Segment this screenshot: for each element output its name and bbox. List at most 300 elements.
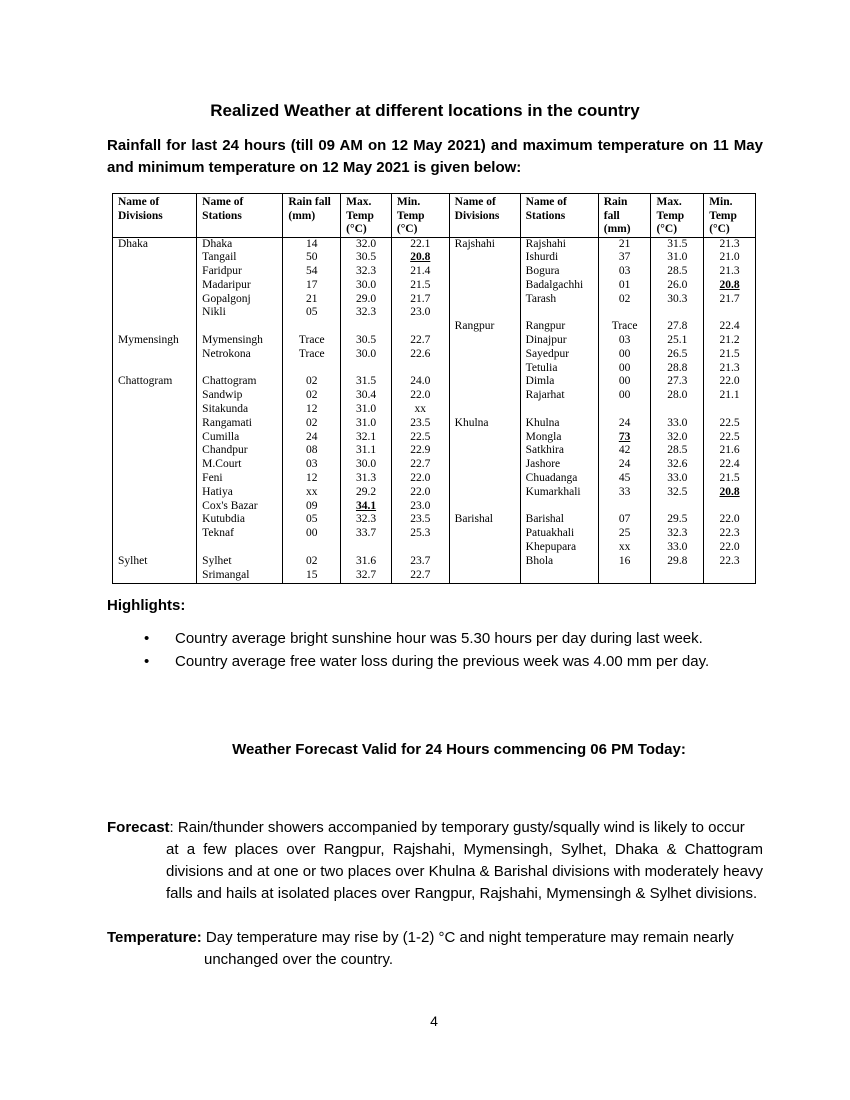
- table-row: [113, 513, 756, 527]
- table-cell: 31.1: [341, 444, 392, 458]
- table-cell: 21.3: [704, 362, 756, 376]
- table-cell: [113, 500, 197, 514]
- table-cell: [704, 403, 756, 417]
- table-cell: [449, 527, 520, 541]
- table-cell: Mymensingh: [113, 334, 197, 348]
- table-cell: Rangpur: [449, 320, 520, 334]
- forecast-text-rest: at a few places over Rangpur, Rajshahi, Mymensingh, Sylhet, Dhaka & Chattogram divisions and at one or two places over Khulna & Barishal divisions with moderately heavy falls and hails at isolated places over Rangpur, Rajshahi, Mymensingh & Sylhet divisions.: [166, 841, 763, 902]
- table-cell: [197, 541, 283, 555]
- column-header: Min. Temp (°C): [704, 194, 756, 238]
- table-cell: [113, 389, 197, 403]
- table-cell: [651, 403, 704, 417]
- table-cell: 22.5: [704, 417, 756, 431]
- table-cell: Rangpur: [520, 320, 598, 334]
- table-cell: 22.0: [704, 375, 756, 389]
- table-cell: Tangail: [197, 251, 283, 265]
- table-cell: 22.0: [704, 513, 756, 527]
- table-cell: [283, 541, 341, 555]
- table-cell: 28.5: [651, 265, 704, 279]
- table-row: [113, 237, 756, 251]
- table-cell: 73: [598, 431, 651, 445]
- table-cell: xx: [598, 541, 651, 555]
- table-row: [113, 444, 756, 458]
- table-cell: Trace: [283, 348, 341, 362]
- table-row: [113, 375, 756, 389]
- table-cell: 32.7: [341, 569, 392, 584]
- table-cell: 21.5: [391, 279, 449, 293]
- table-cell: 21.4: [391, 265, 449, 279]
- table-cell: 14: [283, 237, 341, 251]
- table-cell: [449, 306, 520, 320]
- table-cell: 32.0: [651, 431, 704, 445]
- highlight-item: • Country average bright sunshine hour was 5.30 hours per day during last week.: [140, 627, 709, 650]
- table-cell: [598, 403, 651, 417]
- table-cell: 31.5: [651, 237, 704, 251]
- table-row: [113, 403, 756, 417]
- table-cell: [113, 362, 197, 376]
- table-cell: 23.0: [391, 306, 449, 320]
- table-cell: [113, 320, 197, 334]
- table-cell: Barishal: [449, 513, 520, 527]
- table-cell: 03: [598, 334, 651, 348]
- table-cell: 37: [598, 251, 651, 265]
- table-cell: 16: [598, 555, 651, 569]
- table-cell: Ishurdi: [520, 251, 598, 265]
- table-row: [113, 293, 756, 307]
- table-row: [113, 527, 756, 541]
- table-cell: [449, 362, 520, 376]
- table-cell: Dinajpur: [520, 334, 598, 348]
- table-cell: 22.1: [391, 237, 449, 251]
- table-cell: Barishal: [520, 513, 598, 527]
- table-cell: Feni: [197, 472, 283, 486]
- table-cell: Sitakunda: [197, 403, 283, 417]
- table-cell: [449, 375, 520, 389]
- table-cell: Dhaka: [197, 237, 283, 251]
- table-cell: 27.8: [651, 320, 704, 334]
- table-cell: 17: [283, 279, 341, 293]
- highlights-heading: Highlights:: [107, 597, 186, 614]
- table-cell: 12: [283, 472, 341, 486]
- table-cell: 33.0: [651, 417, 704, 431]
- table-cell: 20.8: [704, 279, 756, 293]
- table-cell: 31.0: [341, 403, 392, 417]
- table-cell: 03: [598, 265, 651, 279]
- table-cell: [113, 279, 197, 293]
- table-cell: [113, 569, 197, 584]
- forecast-text-first: : Rain/thunder showers accompanied by temporary gusty/squally wind is likely to occur: [169, 819, 745, 836]
- table-cell: 03: [283, 458, 341, 472]
- table-cell: [520, 403, 598, 417]
- table-cell: [651, 569, 704, 584]
- table-cell: 02: [283, 555, 341, 569]
- table-cell: [113, 251, 197, 265]
- table-cell: 12: [283, 403, 341, 417]
- table-cell: [113, 306, 197, 320]
- table-cell: 21: [283, 293, 341, 307]
- temperature-paragraph: [107, 927, 763, 971]
- table-cell: Madaripur: [197, 279, 283, 293]
- table-cell: Khulna: [520, 417, 598, 431]
- column-header: Name of Stations: [520, 194, 598, 238]
- table-row: [113, 486, 756, 500]
- page-number: 4: [430, 1013, 438, 1029]
- table-cell: [449, 389, 520, 403]
- table-cell: [704, 306, 756, 320]
- table-cell: [113, 472, 197, 486]
- table-cell: Sylhet: [197, 555, 283, 569]
- table-cell: 23.0: [391, 500, 449, 514]
- table-cell: 30.5: [341, 334, 392, 348]
- table-cell: 29.2: [341, 486, 392, 500]
- table-cell: 02: [283, 389, 341, 403]
- temperature-text-rest: unchanged over the country.: [204, 951, 394, 968]
- table-cell: 32.3: [341, 306, 392, 320]
- table-cell: 28.0: [651, 389, 704, 403]
- table-cell: [449, 334, 520, 348]
- table-cell: 22.0: [391, 389, 449, 403]
- intro-paragraph: Rainfall for last 24 hours (till 09 AM on 12 May 2021) and maximum temperature on 11 May and minimum temperature on 12 May 2021 is given below:: [107, 137, 763, 176]
- table-cell: Kumarkhali: [520, 486, 598, 500]
- temperature-label: Temperature:: [107, 929, 202, 946]
- table-cell: 21.3: [704, 265, 756, 279]
- table-cell: 32.3: [341, 265, 392, 279]
- table-cell: 22.4: [704, 320, 756, 334]
- table-cell: 00: [598, 348, 651, 362]
- table-row: [113, 362, 756, 376]
- table-cell: [449, 348, 520, 362]
- table-cell: [520, 306, 598, 320]
- table-row: [113, 279, 756, 293]
- table-cell: [341, 320, 392, 334]
- table-cell: 30.0: [341, 348, 392, 362]
- table-cell: [449, 444, 520, 458]
- table-row: [113, 541, 756, 555]
- table-row: [113, 417, 756, 431]
- table-cell: [449, 472, 520, 486]
- table-cell: 29.0: [341, 293, 392, 307]
- table-cell: [113, 265, 197, 279]
- table-row: [113, 334, 756, 348]
- table-cell: 05: [283, 513, 341, 527]
- column-header: Name of Divisions: [449, 194, 520, 238]
- table-cell: 31.5: [341, 375, 392, 389]
- table-cell: [391, 541, 449, 555]
- table-cell: Faridpur: [197, 265, 283, 279]
- table-cell: 31.3: [341, 472, 392, 486]
- table-row: [113, 472, 756, 486]
- table-cell: Tarash: [520, 293, 598, 307]
- column-header: Name of Stations: [197, 194, 283, 238]
- table-cell: 22.9: [391, 444, 449, 458]
- forecast-label: Forecast: [107, 819, 170, 836]
- table-cell: 22.7: [391, 569, 449, 584]
- table-cell: 42: [598, 444, 651, 458]
- table-cell: [197, 362, 283, 376]
- table-cell: [391, 362, 449, 376]
- table-cell: Dhaka: [113, 237, 197, 251]
- table-cell: Nikli: [197, 306, 283, 320]
- table-row: [113, 251, 756, 265]
- table-cell: 25: [598, 527, 651, 541]
- table-cell: [449, 458, 520, 472]
- table-cell: [449, 431, 520, 445]
- table-cell: Dimla: [520, 375, 598, 389]
- table-cell: 50: [283, 251, 341, 265]
- table-cell: 29.5: [651, 513, 704, 527]
- table-cell: [113, 293, 197, 307]
- table-row: [113, 320, 756, 334]
- table-cell: [341, 541, 392, 555]
- table-cell: [449, 541, 520, 555]
- table-cell: 30.4: [341, 389, 392, 403]
- table-cell: 07: [598, 513, 651, 527]
- table-cell: Kutubdia: [197, 513, 283, 527]
- table-row: [113, 348, 756, 362]
- table-cell: M.Court: [197, 458, 283, 472]
- table-row: [113, 555, 756, 569]
- table-cell: 30.0: [341, 279, 392, 293]
- table-cell: [113, 513, 197, 527]
- table-cell: 23.5: [391, 513, 449, 527]
- table-cell: 32.3: [651, 527, 704, 541]
- table-cell: 20.8: [391, 251, 449, 265]
- table-cell: 25.1: [651, 334, 704, 348]
- table-cell: 28.8: [651, 362, 704, 376]
- table-cell: [197, 320, 283, 334]
- table-cell: [113, 527, 197, 541]
- table-cell: Gopalgonj: [197, 293, 283, 307]
- table-cell: 34.1: [341, 500, 392, 514]
- table-cell: 32.1: [341, 431, 392, 445]
- table-cell: 20.8: [704, 486, 756, 500]
- table-cell: Badalgachhi: [520, 279, 598, 293]
- table-cell: 00: [598, 389, 651, 403]
- table-cell: Rajshahi: [449, 237, 520, 251]
- table-cell: [113, 458, 197, 472]
- table-cell: [449, 500, 520, 514]
- table-cell: 00: [283, 527, 341, 541]
- table-cell: 00: [598, 375, 651, 389]
- column-header: Rain fall (mm): [283, 194, 341, 238]
- table-cell: 22.0: [704, 541, 756, 555]
- table-cell: xx: [283, 486, 341, 500]
- table-cell: 24: [598, 458, 651, 472]
- table-cell: 30.5: [341, 251, 392, 265]
- table-cell: 02: [283, 375, 341, 389]
- table-cell: Cumilla: [197, 431, 283, 445]
- table-cell: Chandpur: [197, 444, 283, 458]
- table-cell: 32.5: [651, 486, 704, 500]
- table-cell: 05: [283, 306, 341, 320]
- forecast-paragraph: [107, 817, 763, 905]
- table-cell: 32.3: [341, 513, 392, 527]
- column-header: Max. Temp (°C): [651, 194, 704, 238]
- table-cell: 26.0: [651, 279, 704, 293]
- table-cell: [651, 306, 704, 320]
- table-cell: Sylhet: [113, 555, 197, 569]
- table-row: [113, 265, 756, 279]
- table-cell: Teknaf: [197, 527, 283, 541]
- table-cell: 22.5: [704, 431, 756, 445]
- table-cell: Satkhira: [520, 444, 598, 458]
- table-cell: Mongla: [520, 431, 598, 445]
- table-row: [113, 569, 756, 584]
- table-cell: 01: [598, 279, 651, 293]
- table-cell: [598, 500, 651, 514]
- table-cell: xx: [391, 403, 449, 417]
- table-cell: 21.1: [704, 389, 756, 403]
- column-header: Min. Temp (°C): [391, 194, 449, 238]
- table-cell: [391, 320, 449, 334]
- table-cell: Chattogram: [113, 375, 197, 389]
- column-header: Max. Temp (°C): [341, 194, 392, 238]
- table-cell: 21: [598, 237, 651, 251]
- table-cell: Trace: [283, 334, 341, 348]
- table-cell: 22.5: [391, 431, 449, 445]
- table-cell: [598, 569, 651, 584]
- table-cell: [283, 320, 341, 334]
- table-cell: 24: [598, 417, 651, 431]
- highlights-list: [140, 627, 709, 673]
- table-cell: 22.0: [391, 472, 449, 486]
- table-cell: 02: [598, 293, 651, 307]
- table-cell: 32.0: [341, 237, 392, 251]
- table-cell: [449, 403, 520, 417]
- highlight-item: • Country average free water loss during the previous week was 4.00 mm per day.: [140, 650, 709, 673]
- table-cell: [113, 403, 197, 417]
- column-header: Rain fall (mm): [598, 194, 651, 238]
- table-cell: [113, 541, 197, 555]
- table-cell: [113, 417, 197, 431]
- table-cell: Bhola: [520, 555, 598, 569]
- table-cell: [704, 569, 756, 584]
- table-cell: 33: [598, 486, 651, 500]
- table-cell: [449, 279, 520, 293]
- table-cell: 30.3: [651, 293, 704, 307]
- table-cell: 22.7: [391, 334, 449, 348]
- table-cell: 33.7: [341, 527, 392, 541]
- table-cell: Rajshahi: [520, 237, 598, 251]
- table-cell: Sandwip: [197, 389, 283, 403]
- table-cell: 22.6: [391, 348, 449, 362]
- table-cell: 21.7: [391, 293, 449, 307]
- table-cell: 31.0: [651, 251, 704, 265]
- table-cell: 09: [283, 500, 341, 514]
- table-cell: 32.6: [651, 458, 704, 472]
- table-cell: 21.0: [704, 251, 756, 265]
- table-cell: [598, 306, 651, 320]
- table-cell: 21.2: [704, 334, 756, 348]
- table-cell: 08: [283, 444, 341, 458]
- table-cell: 28.5: [651, 444, 704, 458]
- table-cell: 33.0: [651, 541, 704, 555]
- table-cell: Khulna: [449, 417, 520, 431]
- table-cell: 31.6: [341, 555, 392, 569]
- table-cell: [449, 265, 520, 279]
- table-cell: Netrokona: [197, 348, 283, 362]
- table-cell: Trace: [598, 320, 651, 334]
- table-cell: 23.5: [391, 417, 449, 431]
- table-row: [113, 389, 756, 403]
- table-cell: 21.6: [704, 444, 756, 458]
- table-row: [113, 500, 756, 514]
- table-cell: 00: [598, 362, 651, 376]
- table-cell: Srimangal: [197, 569, 283, 584]
- table-cell: Tetulia: [520, 362, 598, 376]
- table-cell: Khepupara: [520, 541, 598, 555]
- forecast-title: Weather Forecast Valid for 24 Hours commencing 06 PM Today:: [232, 741, 686, 758]
- table-cell: 21.5: [704, 348, 756, 362]
- page-title: Realized Weather at different locations in the country: [210, 101, 640, 120]
- table-cell: 02: [283, 417, 341, 431]
- table-cell: 27.3: [651, 375, 704, 389]
- table-cell: [283, 362, 341, 376]
- table-cell: [449, 486, 520, 500]
- table-cell: 21.3: [704, 237, 756, 251]
- table-cell: 54: [283, 265, 341, 279]
- table-cell: [449, 555, 520, 569]
- table-cell: Patuakhali: [520, 527, 598, 541]
- table-cell: 15: [283, 569, 341, 584]
- table-body: [113, 237, 756, 584]
- table-cell: 21.5: [704, 472, 756, 486]
- table-cell: 22.3: [704, 555, 756, 569]
- table-cell: [341, 362, 392, 376]
- table-cell: [651, 500, 704, 514]
- table-cell: [113, 486, 197, 500]
- table-cell: 24.0: [391, 375, 449, 389]
- table-cell: 24: [283, 431, 341, 445]
- table-cell: 45: [598, 472, 651, 486]
- table-cell: [113, 431, 197, 445]
- table-cell: Chattogram: [197, 375, 283, 389]
- table-cell: [520, 500, 598, 514]
- table-cell: Rajarhat: [520, 389, 598, 403]
- table-cell: 22.4: [704, 458, 756, 472]
- table-header-row: [113, 194, 756, 238]
- table-cell: [520, 569, 598, 584]
- table-cell: Rangamati: [197, 417, 283, 431]
- table-cell: Chuadanga: [520, 472, 598, 486]
- table-cell: Mymensingh: [197, 334, 283, 348]
- table-cell: 22.7: [391, 458, 449, 472]
- weather-table: [112, 193, 756, 584]
- temperature-text-first: Day temperature may rise by (1-2) °C and night temperature may remain nearly: [201, 929, 734, 946]
- table-cell: 23.7: [391, 555, 449, 569]
- table-cell: 33.0: [651, 472, 704, 486]
- table-cell: [704, 500, 756, 514]
- table-cell: 26.5: [651, 348, 704, 362]
- table-cell: [113, 444, 197, 458]
- table-cell: 30.0: [341, 458, 392, 472]
- table-cell: Hatiya: [197, 486, 283, 500]
- table-cell: [449, 251, 520, 265]
- table-cell: Jashore: [520, 458, 598, 472]
- table-cell: 25.3: [391, 527, 449, 541]
- table-cell: Cox's Bazar: [197, 500, 283, 514]
- table-cell: 22.0: [391, 486, 449, 500]
- table-row: [113, 431, 756, 445]
- table-cell: [449, 293, 520, 307]
- table-row: [113, 458, 756, 472]
- table-cell: 21.7: [704, 293, 756, 307]
- table-cell: Sayedpur: [520, 348, 598, 362]
- column-header: Name of Divisions: [113, 194, 197, 238]
- table-cell: 22.3: [704, 527, 756, 541]
- table-cell: [113, 348, 197, 362]
- table-row: [113, 306, 756, 320]
